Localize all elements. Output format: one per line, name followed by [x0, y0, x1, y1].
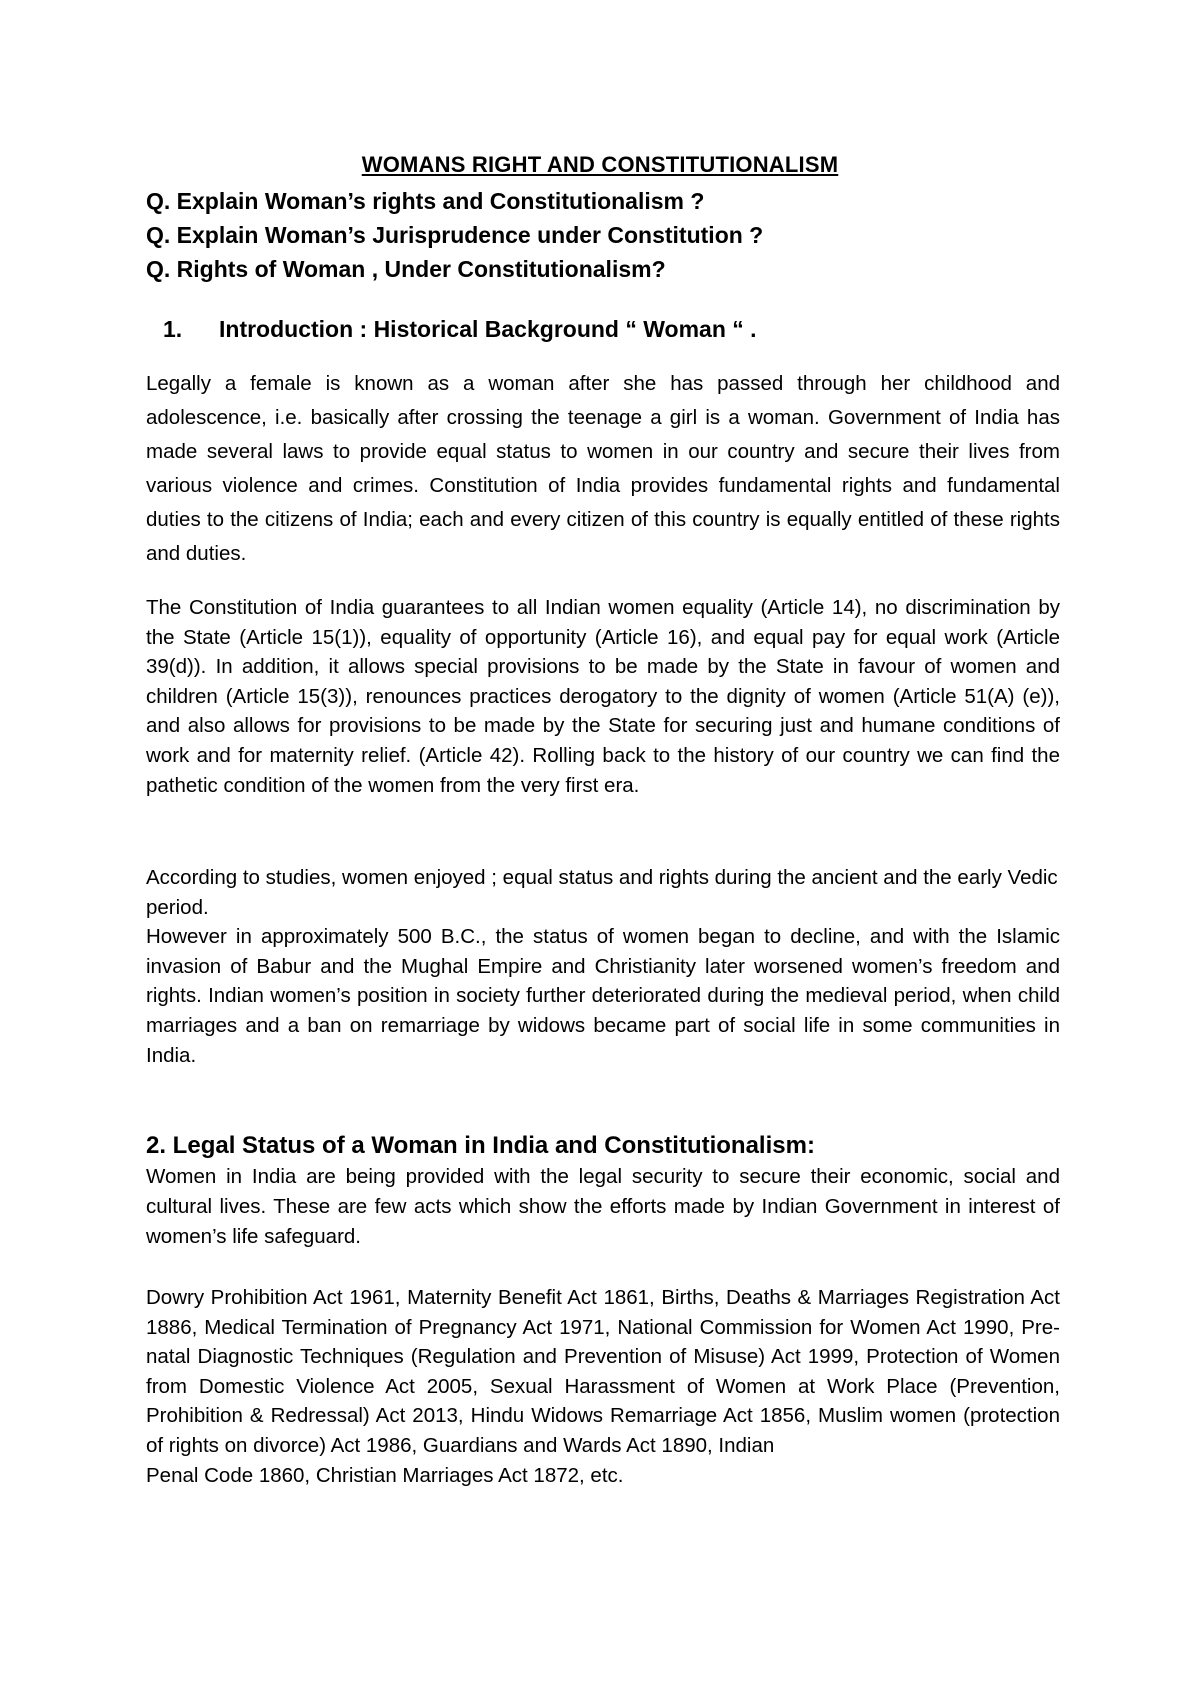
document-title: WOMANS RIGHT AND CONSTITUTIONALISM	[361, 152, 839, 177]
section-2-paragraph-2b: Penal Code 1860, Christian Marriages Act 1872, etc.	[146, 1463, 624, 1487]
question-2: Q. Explain Woman’s Jurisprudence under Constitution ?	[146, 222, 764, 248]
section-1-number: 1.	[163, 316, 183, 342]
section-2-paragraph-2a: Dowry Prohibition Act 1961, Maternity Benefit Act 1861, Births, Deaths & Marriages Registration Act 1886, Medical Termination of Pregnancy Act 1971, National Commission for Women Act 1990, Pre-natal Diagnostic Techniques (Regulation and Prevention of Misuse) Act 1999, Protection of Women from Domestic Violence Act 2005, Sexual Harassment of Women at Work Place (Prevention, Prohibition & Redressal) Act 2013, Hindu Widows Remarriage Act 1856, Muslim women (protection of rights on divorce) Act 1986, Guardians and Wards Act 1890, Indian	[146, 1286, 1060, 1457]
section-2-heading: 2. Legal Status of a Woman in India and Constitutionalism:	[146, 1132, 815, 1159]
section-1-paragraph-3b: However in approximately 500 B.C., the status of women began to decline, and with the Islamic invasion of Babur and the Mughal Empire and Christianity later worsened women’s freedom and rights. Indian women’s position in society further deteriorated during the medieval period, when child marriages and a ban on remarriage by widows became part of social life in some communities in India.	[146, 925, 1060, 1067]
section-1-heading-text: Introduction : Historical Background “ Woman “ .	[219, 316, 757, 342]
question-1: Q. Explain Woman’s rights and Constitutionalism ?	[146, 188, 705, 214]
section-1-paragraph-1: Legally a female is known as a woman after she has passed through her childhood and adolescence, i.e. basically after crossing the teenage a girl is a woman. Government of India has made several laws to provide equal status to women in our country and secure their lives from various violence and crimes. Constitution of India provides fundamental rights and fundamental duties to the citizens of India; each and every citizen of this country is equally entitled of these rights and duties.	[146, 372, 1060, 565]
section-2-paragraph-2	[146, 1283, 1060, 1490]
section-1-paragraph-3a: According to studies, women enjoyed ; equal status and rights during the ancient and the early Vedic period.	[146, 866, 1058, 919]
question-3: Q. Rights of Woman , Under Constitutionalism?	[146, 256, 666, 282]
section-1-paragraph-3	[146, 863, 1060, 1070]
section-1-heading	[163, 313, 757, 345]
section-2-paragraph-1: Women in India are being provided with the legal security to secure their economic, social and cultural lives. These are few acts which show the efforts made by Indian Government in interest of women’s life safeguard.	[146, 1165, 1060, 1248]
section-1-paragraph-2: The Constitution of India guarantees to all Indian women equality (Article 14), no discrimination by the State (Article 15(1)), equality of opportunity (Article 16), and equal pay for equal work (Article 39(d)). In addition, it allows special provisions to be made by the State in favour of women and children (Article 15(3)), renounces practices derogatory to the dignity of women (Article 51(A) (e)), and also allows for provisions to be made by the State for securing just and humane conditions of work and for maternity relief. (Article 42). Rolling back to the history of our country we can find the pathetic condition of the women from the very first era.	[146, 596, 1060, 797]
